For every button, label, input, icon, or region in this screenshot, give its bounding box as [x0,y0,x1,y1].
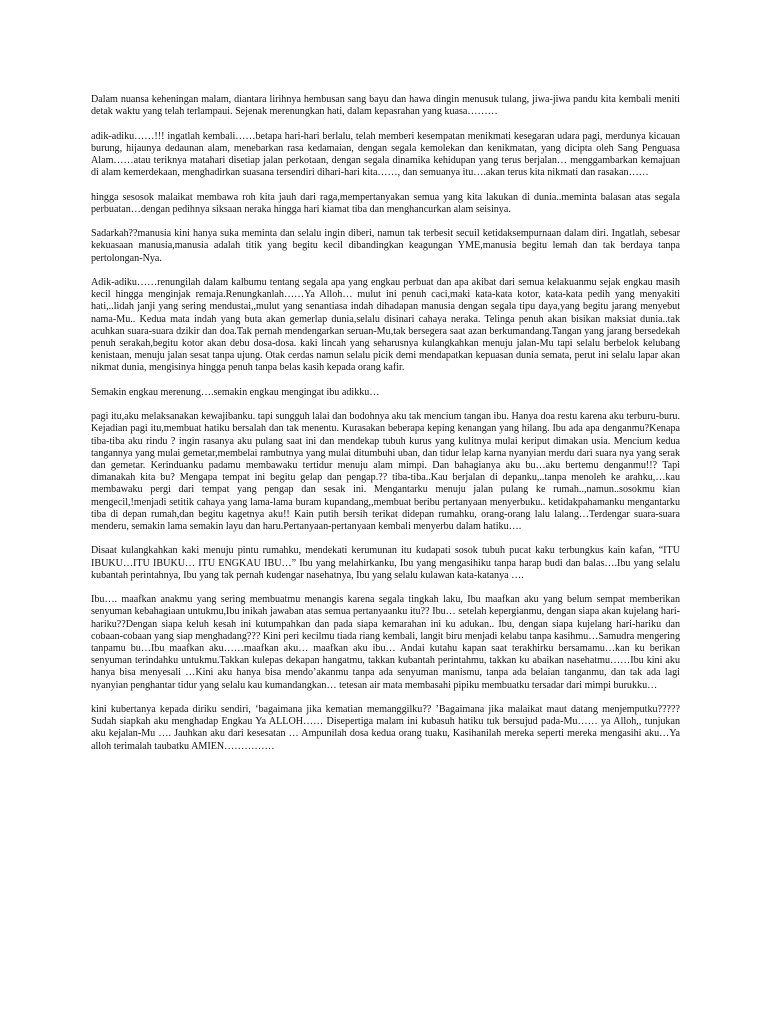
paragraph-malaikat: hingga sesosok malaikat membawa roh kita jauh dari raga,mempertanyakan semua yang kita lakukan di dunia..meminta balasan atas segala perbuatan…dengan pedihnya siksaan neraka hingga hari kiamat tiba dan menghancurkan alam seisinya. [91,191,680,215]
paragraph-semakin-merenung: Semakin engkau merenung….semakin engkau mengingat ibu adikku… [91,386,380,398]
paragraph-pagi-itu: pagi itu,aku melaksanakan kewajibanku. tapi sungguh lalai dan bodohnya aku tak mencium tangan ibu. Hanya doa restu karena aku terburu-buru. Kejadian pagi itu,membuat hatiku bersalah dan tak menentu. Kurasakan beberapa keping kenangan yang hilang. Ibu ada apa denganmu?Kenapa tiba-tiba aku rindu ? ingin rasanya aku pulang saat ini dan mendekap tubuh kurus yang kulitnya mulai keriput dimakan usia. Mencium kedua tangannya yang mulai gemetar,membelai rambutnya yang mulai ditumbuhi uban, dan tidur lelap karna nyanyian merdu dari suara nya yang serak dan gemetar. Kerinduanku padamu membawaku tertidur menuju alam mimpi. Dan bahagianya aku bu…aku bertemu denganmu!!? Tapi dimanakah kita bu? Mengapa tempat ini begitu gelap dan pengap.?? tiba-tiba..Kau berjalan di depanku,..tanpa menoleh ke arahku,…kau membawaku pergi dari tempat yang pengap dan sesak ini. Mengantarku menuju jalan pulang ke rumah..,namun..sosokmu kian mengecil,!menjadi setitik cahaya yang lama-lama buram kupandang,,membuat beribu pertanyaan menyerbuku.. ketidakpahamanku mengantarku tiba di depan rumah,dan begitu kagetnya aku!! Kain putih bersih terikat didepan rumahku, orang-orang lalu lalang…Terdengar suara-suara menderu, semakin lama semakin layu dan haru.Pertanyaan-pertanyaan kembali menyerbu dalam hatiku…. [91,411,680,533]
paragraph-maafkan: Ibu…. maafkan anakmu yang sering membuatmu menangis karena segala tingkah laku, Ibu maafkan aku yang belum sempat memberikan senyuman kebahagiaan untukmu,Ibu inikah jawaban atas semua pertanyaanku itu?? Ibu… setelah kepergianmu, dengan siapa akan kujelang hari-hariku??Dengan siapa keluh kesah ini kutumpahkan dan pada siapa kemarahan ini ku adukan.. Ibu, dengan siapa kujelang hari-hariku dan cobaan-cobaan yang siap menghadang??? Kini peri kecilmu tiada riang kembali, langit biru menjadi kelabu tanpa kasihmu…Samudra mengering tanpamu bu…Ibu maafkan aku……maafkan aku… maafkan aku ibu… Andai kutahu kapan saat terakhirku bersamamu…kan ku berikan senyuman terindahku untukmu.Takkan kulepas dekapan hangatmu, takkan kubantah perintahmu, takkan ku abaikan nasehatmu……Ibu kini aku hanya bisa menyesali …Kini aku hanya bisa mendo’akanmu tanpa ada senyuman manismu, tanpa ada belaian tanganmu, dan tak ada lagi nyanyian penghantar tidur yang selalu kau kumandangkan… tetesan air mata membasahi pipiku membuatku tersadar dari mimpi burukku… [91,594,680,691]
paragraph-sadarkah: Sadarkah??manusia kini hanya suka meminta dan selalu ingin diberi, namun tak terbesit secuil ketidaksempurnaan dalam diri. Ingatlah, sebesar kekuasaan manusia,manusia adalah titik yang begitu kecil dibandingkan keagungan YME,manusia begitu lemah dan tak berdaya tanpa pertolongan-Nya. [91,228,680,264]
paragraph-adik-adiku: adik-adiku……!!! ingatlah kembali……betapa hari-hari berlalu, telah memberi kesempatan menikmati kesegaran udara pagi, merdunya kicauan burung, hijaunya dedaunan alam, menebarkan rasa kedamaian, dengan segala kemolekan dan kenikmatan, yang dicipta oleh Sang Penguasa Alam……atau teriknya matahari disetiap jalan perkotaan, dengan segala dinamika kehidupan yang terus berjalan… menggambarkan kemajuan di alam kemerdekaan, menghadirkan suasana tersendiri dihari-hari kita……, dan semuanya itu….akan terus kita nikmati dan rasakan…… [91,130,680,179]
paragraph-opening: Dalam nuansa keheningan malam, diantara lirihnya hembusan sang bayu dan hawa dingin menusuk tulang, jiwa-jiwa pandu kita kembali meniti detak waktu yang telah terlampaui. Sejenak merenungkan hati, dalam kepasrahan yang kuasa……… [91,94,680,118]
document-page [91,94,680,765]
paragraph-renungilah: Adik-adiku……renungilah dalam kalbumu tentang segala apa yang engkau perbuat dan apa akibat dari semua kelakuanmu sejak engkau masih kecil hingga menginjak remaja.Renungkanlah……Ya Alloh… mulut ini penuh caci,maki kata-kata kotor, kata-kata pedih yang menyakiti hati,..lidah janji yang sering mendustai,,mulut yang senantiasa indah dihadapan manusia dengan segala tipu daya,yang begitu jarang menyebut nama-Mu.. Kedua mata indah yang buta akan gemerlap dunia,selalu disinari cahaya neraka. Telinga penuh akan bisikan maksiat dunia..tak acuhkan suara-suara dzikir dan doa.Tak pernah mendengarkan seruan-Mu,tak bersegera saat azan berkumandang.Tangan yang jarang bersedekah penuh serakah,begitu kotor akan debu dosa-dosa. kaki lincah yang seharusnya kulangkahkan menuju jalan-Mu tapi selalu berbelok kelubang kenistaan, menuju jalan sesat tanpa ujung. Otak cerdas namun selalu picik demi mendapatkan kepuasan dunia semata, perut ini selalu lapar akan nikmat dunia, mengisinya hingga penuh tanpa belas kasih kepada orang kafir. [91,276,680,374]
paragraph-closing: kini kubertanya kepada diriku sendiri, ‘bagaimana jika kematian memanggilku?? ’Bagaimana jika malaikat maut datang menjemputku????? Sudah siapkah aku menghadap Engkau Ya ALLOH…… Disepertiga malam ini kubasuh hatiku tuk bersujud pada-Mu…… ya Alloh,, tunjukan aku kejalan-Mu …. Jauhkan aku dari kesesatan … Ampunilah dosa kedua orang tuaku, Kasihanilah mereka seperti mereka mengasihi aku…Ya alloh terimalah taubatku AMIEN…………… [91,704,680,752]
paragraph-pintu-rumah: Disaat kulangkahkan kaki menuju pintu rumahku, mendekati kerumunan itu kudapati sosok tubuh pucat kaku terbungkus kain kafan, “ITU IBUKU…ITU IBUKU… ITU ENGKAU IBU…” Ibu yang melahirkanku, Ibu yang mengasihiku tanpa harap budi dan balas….Ibu yang selalu kubantah perintahnya, Ibu yang tak pernah kudengar nasehatnya, Ibu yang selalu kulawan kata-katanya …. [91,545,680,581]
